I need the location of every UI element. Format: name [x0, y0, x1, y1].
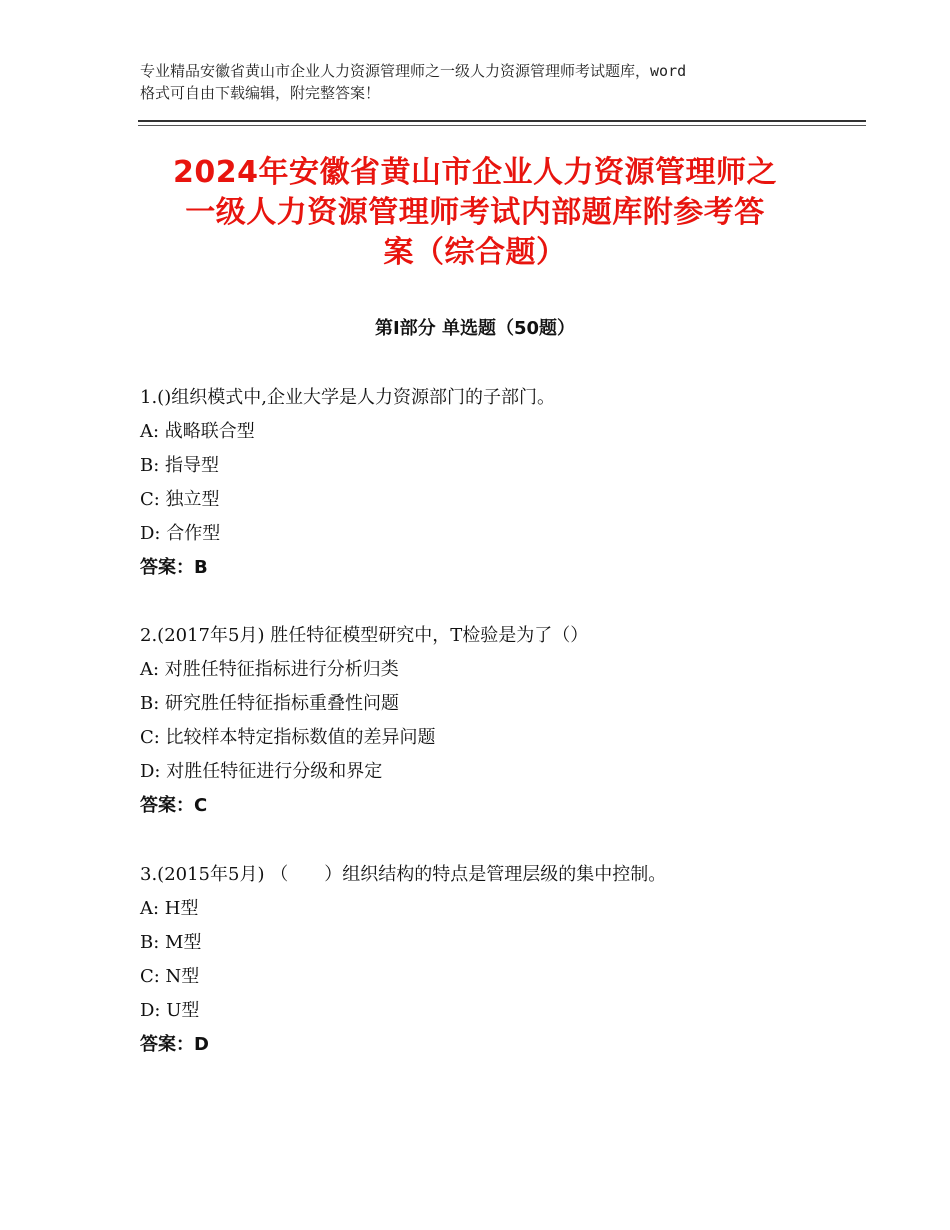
option-c: C: 比较样本特定指标数值的差异问题 — [140, 727, 436, 748]
question-2 — [140, 619, 860, 823]
header-note — [140, 60, 830, 104]
answer-label: 答案：C — [140, 795, 208, 816]
question-3 — [140, 858, 860, 1062]
question-stem: 1.()组织模式中,企业大学是人力资源部门的子部门。 — [140, 387, 555, 408]
option-d: D: 对胜任特征进行分级和界定 — [140, 761, 383, 782]
question-1 — [140, 381, 860, 585]
answer-label: 答案：B — [140, 557, 208, 578]
answer-label: 答案：D — [140, 1034, 209, 1055]
header-divider-thin — [138, 125, 866, 126]
question-stem: 2.(2017年5月) 胜任特征模型研究中，T检验是为了（） — [140, 625, 589, 646]
document-title — [120, 153, 830, 273]
option-a: A: 对胜任特征指标进行分析归类 — [140, 659, 399, 680]
option-a: A: 战略联合型 — [140, 421, 255, 442]
header-divider-thick — [138, 120, 866, 122]
option-c: C: N型 — [140, 966, 200, 987]
section-title: 第Ⅰ部分 单选题（50题） — [374, 318, 575, 339]
option-d: D: 合作型 — [140, 523, 221, 544]
option-b: B: 研究胜任特征指标重叠性问题 — [140, 693, 400, 714]
header-note-line-2: 格式可自由下载编辑，附完整答案！ — [140, 84, 381, 102]
option-a: A: H型 — [140, 898, 199, 919]
document-title-line-1: 2024年安徽省黄山市企业人力资源管理师之 — [173, 155, 777, 190]
document-title-line-2: 一级人力资源管理师考试内部题库附参考答 — [185, 195, 765, 230]
option-b: B: 指导型 — [140, 455, 220, 476]
option-c: C: 独立型 — [140, 489, 220, 510]
option-d: D: U型 — [140, 1000, 200, 1021]
document-title-line-3: 案（综合题） — [383, 235, 567, 270]
header-note-line-1: 专业精品安徽省黄山市企业人力资源管理师之一级人力资源管理师考试题库，word — [140, 62, 687, 80]
question-stem: 3.(2015年5月) （ ）组织结构的特点是管理层级的集中控制。 — [140, 864, 667, 885]
option-b: B: M型 — [140, 932, 202, 953]
